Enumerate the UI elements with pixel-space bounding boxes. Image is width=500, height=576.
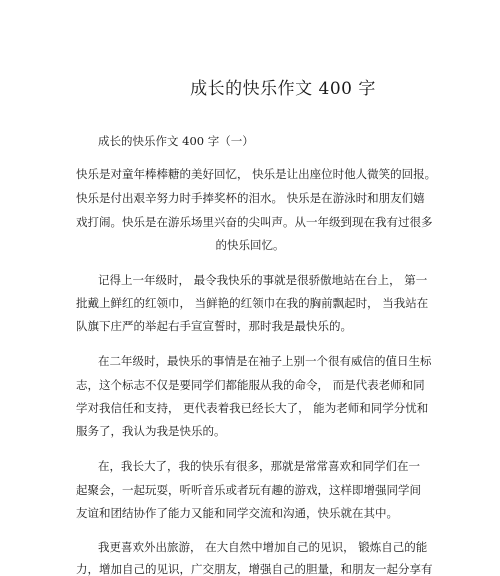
paragraph-line: 志，这个标志不仅是要同学们都能服从我的命令， 而是代表老师和同 bbox=[76, 378, 425, 392]
paragraph-line: 的快乐回忆。 bbox=[215, 238, 285, 252]
paragraph-line: 在，我长大了，我的快乐有很多，那就是常常喜欢和同学们在一 bbox=[98, 459, 420, 473]
paragraph-line: 学对我信任和支持， 更代表着我已经长大了， 能为老师和同学分忧和 bbox=[76, 401, 429, 415]
paragraph-line: 戏打闹。快乐是在游乐场里兴奋的尖叫声。从一年级到现在我有过很多 bbox=[76, 215, 433, 229]
document-subtitle: 成长的快乐作文 400 字（一） bbox=[98, 134, 254, 148]
paragraph-line: 我更喜欢外出旅游， 在大自然中增加自己的见识， 锻炼自己的能 bbox=[98, 540, 428, 554]
paragraph-line: 力，增加自己的见识，广交朋友，增强自己的胆量，和朋友一起分享有 bbox=[76, 562, 433, 576]
paragraph-line: 批戴上鲜红的红领巾， 当鲜艳的红领巾在我的胸前飘起时， 当我站在 bbox=[76, 296, 429, 310]
paragraph-line: 队旗下庄严的举起右手宣宣誓时，那时我是最快乐的。 bbox=[76, 319, 352, 333]
paragraph-line: 起聚会，一起玩耍，听听音乐或者玩有趣的游戏，这样即增强同学间 bbox=[76, 483, 421, 497]
paragraph-line: 友谊和团结协作了能力又能和同学交流和沟通，快乐就在其中。 bbox=[76, 506, 398, 520]
paragraph-line: 快乐是对童年棒棒糖的美好回忆， 快乐是让出座位时他人微笑的回报。 bbox=[76, 167, 437, 181]
paragraph-line: 快乐是付出艰辛努力时手捧奖杯的泪水。 快乐是在游泳时和朋友们嬉 bbox=[76, 191, 425, 205]
paragraph-line: 服务了，我认为我是快乐的。 bbox=[76, 424, 226, 438]
paragraph-line: 在二年级时，最快乐的事情是在袖子上别一个很有威信的值日生标 bbox=[98, 354, 432, 368]
document-title: 成长的快乐作文 400 字 bbox=[190, 79, 376, 99]
paragraph-line: 记得上一年级时， 最令我快乐的事就是很骄傲地站在台上， 第一 bbox=[98, 273, 428, 287]
